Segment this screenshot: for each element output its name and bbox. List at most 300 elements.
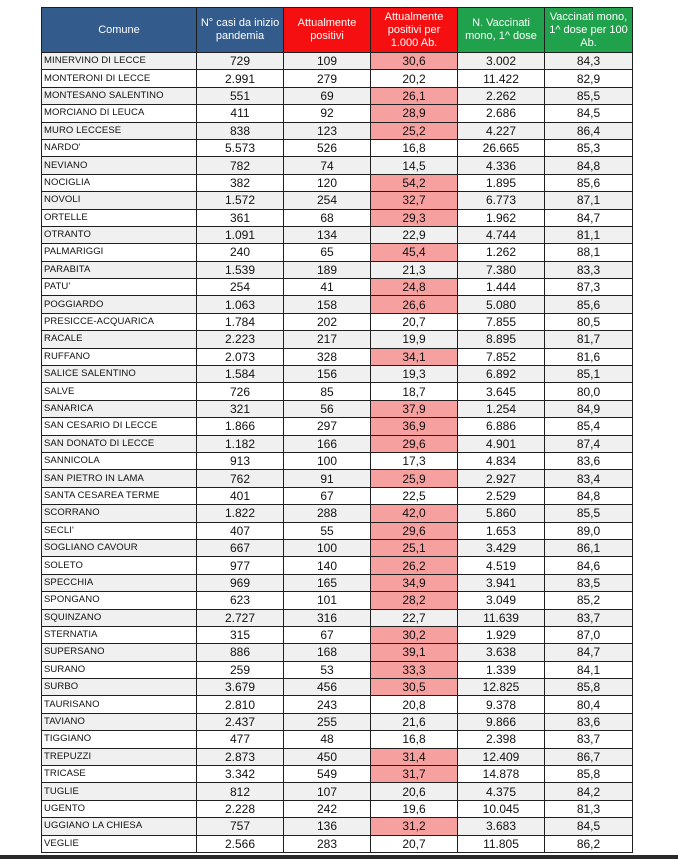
table-row [42,139,633,156]
comune-cell: SUPERSANO [42,644,197,661]
vaccinated-per-100-cell: 85,6 [545,174,633,191]
total-cases-cell: 3.679 [197,679,284,696]
current-positives-cell: 279 [284,70,371,87]
vaccinated-per-100-cell: 84,7 [545,644,633,661]
vaccinated-per-100-cell: 85,8 [545,766,633,783]
vaccinated-per-100-cell: 83,4 [545,470,633,487]
total-cases-cell: 551 [197,87,284,104]
comune-cell: NEVIANO [42,157,197,174]
table-row [42,400,633,417]
current-positives-cell: 168 [284,644,371,661]
total-cases-cell: 969 [197,574,284,591]
vaccinated-count-cell: 7.855 [458,313,545,330]
table-row [42,835,633,852]
comune-cell: SPONGANO [42,592,197,609]
positives-per-1000-cell: 21,3 [371,261,458,278]
vaccinated-per-100-cell: 87,1 [545,192,633,209]
current-positives-cell: 67 [284,487,371,504]
positives-per-1000-cell: 25,2 [371,122,458,139]
vaccinated-count-cell: 3.049 [458,592,545,609]
comune-cell: ORTELLE [42,209,197,226]
vaccinated-count-cell: 1.895 [458,174,545,191]
table-row [42,157,633,174]
current-positives-cell: 140 [284,557,371,574]
current-positives-cell: 74 [284,157,371,174]
vaccinated-count-cell: 3.941 [458,574,545,591]
vaccinated-count-cell: 6.892 [458,366,545,383]
positives-per-1000-cell: 24,8 [371,279,458,296]
vaccinated-count-cell: 12.825 [458,679,545,696]
vaccinated-per-100-cell: 87,3 [545,279,633,296]
comune-cell: SANTA CESAREA TERME [42,487,197,504]
table-row [42,731,633,748]
vaccinated-count-cell: 11.639 [458,609,545,626]
total-cases-cell: 477 [197,731,284,748]
comune-cell: SCORRANO [42,505,197,522]
vaccinated-per-100-cell: 80,0 [545,383,633,400]
total-cases-cell: 812 [197,783,284,800]
vaccinated-count-cell: 26.665 [458,139,545,156]
total-cases-cell: 1.822 [197,505,284,522]
vaccinated-count-cell: 1.929 [458,626,545,643]
positives-per-1000-cell: 25,1 [371,539,458,556]
comune-cell: SAN DONATO DI LECCE [42,435,197,452]
vaccinated-per-100-cell: 81,3 [545,800,633,817]
current-positives-cell: 69 [284,87,371,104]
vaccinated-per-100-cell: 85,4 [545,418,633,435]
positives-per-1000-cell: 18,7 [371,383,458,400]
vaccinated-count-cell: 9.378 [458,696,545,713]
positives-per-1000-cell: 29,3 [371,209,458,226]
vaccinated-per-100-cell: 85,2 [545,592,633,609]
vaccinated-per-100-cell: 83,5 [545,574,633,591]
positives-per-1000-cell: 21,6 [371,713,458,730]
positives-per-1000-cell: 20,8 [371,696,458,713]
total-cases-cell: 1.063 [197,296,284,313]
total-cases-cell: 726 [197,383,284,400]
vaccinated-per-100-cell: 85,1 [545,366,633,383]
table-row [42,348,633,365]
comune-cell: MONTERONI DI LECCE [42,70,197,87]
comune-cell: NARDO' [42,139,197,156]
positives-per-1000-cell: 22,7 [371,609,458,626]
total-cases-cell: 886 [197,644,284,661]
vaccinated-count-cell: 2.529 [458,487,545,504]
vaccinated-count-cell: 6.773 [458,192,545,209]
positives-per-1000-cell: 20,2 [371,70,458,87]
vaccinated-count-cell: 3.683 [458,818,545,835]
vaccinated-per-100-cell: 80,5 [545,313,633,330]
table-row [42,244,633,261]
total-cases-cell: 382 [197,174,284,191]
table-row [42,748,633,765]
table-row [42,122,633,139]
vaccinated-count-cell: 10.045 [458,800,545,817]
vaccinated-count-cell: 3.638 [458,644,545,661]
positives-per-1000-cell: 19,9 [371,331,458,348]
positives-per-1000-cell: 20,7 [371,835,458,852]
vaccinated-per-100-cell: 87,0 [545,626,633,643]
positives-per-1000-cell: 31,7 [371,766,458,783]
current-positives-cell: 165 [284,574,371,591]
table-row [42,313,633,330]
table-row [42,296,633,313]
current-positives-cell: 67 [284,626,371,643]
table-row [42,53,633,70]
table-body [42,53,633,853]
vaccinated-count-cell: 4.336 [458,157,545,174]
comune-cell: SAN PIETRO IN LAMA [42,470,197,487]
vaccinated-count-cell: 14.878 [458,766,545,783]
positives-per-1000-cell: 30,2 [371,626,458,643]
vaccinated-count-cell: 3.645 [458,383,545,400]
positives-per-1000-cell: 32,7 [371,192,458,209]
total-cases-cell: 1.866 [197,418,284,435]
header-positives-per-1000: Attualmente positivi per 1.000 Ab. [371,8,458,53]
total-cases-cell: 667 [197,539,284,556]
total-cases-cell: 1.584 [197,366,284,383]
total-cases-cell: 361 [197,209,284,226]
vaccinated-count-cell: 5.860 [458,505,545,522]
current-positives-cell: 48 [284,731,371,748]
current-positives-cell: 549 [284,766,371,783]
total-cases-cell: 2.223 [197,331,284,348]
current-positives-cell: 101 [284,592,371,609]
header-vaccinated-per-100: Vaccinati mono, 1^ dose per 100 Ab. [545,8,633,53]
positives-per-1000-cell: 30,6 [371,53,458,70]
vaccinated-per-100-cell: 84,1 [545,661,633,678]
vaccinated-per-100-cell: 88,1 [545,244,633,261]
comune-cell: SURANO [42,661,197,678]
comune-cell: SOLETO [42,557,197,574]
table-row [42,192,633,209]
table-row [42,783,633,800]
comune-cell: TAURISANO [42,696,197,713]
vaccinated-per-100-cell: 89,0 [545,522,633,539]
positives-per-1000-cell: 45,4 [371,244,458,261]
current-positives-cell: 254 [284,192,371,209]
vaccinated-count-cell: 4.834 [458,452,545,469]
table-row [42,661,633,678]
current-positives-cell: 41 [284,279,371,296]
comune-cell: PRESICCE-ACQUARICA [42,313,197,330]
total-cases-cell: 1.182 [197,435,284,452]
positives-per-1000-cell: 26,1 [371,87,458,104]
header-comune: Comune [42,8,197,53]
current-positives-cell: 123 [284,122,371,139]
vaccinated-count-cell: 7.852 [458,348,545,365]
positives-per-1000-cell: 22,5 [371,487,458,504]
vaccinated-per-100-cell: 81,7 [545,331,633,348]
comune-cell: SPECCHIA [42,574,197,591]
total-cases-cell: 2.228 [197,800,284,817]
total-cases-cell: 1.539 [197,261,284,278]
table-row [42,696,633,713]
positives-per-1000-cell: 29,6 [371,522,458,539]
vaccinated-per-100-cell: 83,7 [545,731,633,748]
total-cases-cell: 5.573 [197,139,284,156]
positives-per-1000-cell: 28,2 [371,592,458,609]
total-cases-cell: 2.566 [197,835,284,852]
current-positives-cell: 450 [284,748,371,765]
comune-cell: SANARICA [42,400,197,417]
current-positives-cell: 316 [284,609,371,626]
table-row [42,279,633,296]
positives-per-1000-cell: 34,9 [371,574,458,591]
vaccinated-per-100-cell: 84,8 [545,157,633,174]
vaccinated-per-100-cell: 87,4 [545,435,633,452]
current-positives-cell: 166 [284,435,371,452]
positives-per-1000-cell: 39,1 [371,644,458,661]
table-row [42,522,633,539]
table-row [42,557,633,574]
total-cases-cell: 729 [197,53,284,70]
comune-cell: POGGIARDO [42,296,197,313]
current-positives-cell: 56 [284,400,371,417]
table-row [42,800,633,817]
table-row [42,818,633,835]
vaccinated-per-100-cell: 81,1 [545,226,633,243]
positives-per-1000-cell: 37,9 [371,400,458,417]
total-cases-cell: 623 [197,592,284,609]
total-cases-cell: 2.437 [197,713,284,730]
vaccinated-count-cell: 1.339 [458,661,545,678]
total-cases-cell: 240 [197,244,284,261]
total-cases-cell: 259 [197,661,284,678]
vaccinated-per-100-cell: 84,5 [545,105,633,122]
table-row [42,226,633,243]
positives-per-1000-cell: 19,3 [371,366,458,383]
current-positives-cell: 526 [284,139,371,156]
table-row [42,626,633,643]
current-positives-cell: 288 [284,505,371,522]
total-cases-cell: 977 [197,557,284,574]
total-cases-cell: 2.073 [197,348,284,365]
table-row [42,679,633,696]
total-cases-cell: 1.572 [197,192,284,209]
table-row [42,366,633,383]
vaccinated-per-100-cell: 84,6 [545,557,633,574]
positives-per-1000-cell: 28,9 [371,105,458,122]
positives-per-1000-cell: 19,6 [371,800,458,817]
vaccinated-per-100-cell: 83,6 [545,452,633,469]
table-row [42,644,633,661]
vaccinated-count-cell: 12.409 [458,748,545,765]
comune-cell: SAN CESARIO DI LECCE [42,418,197,435]
current-positives-cell: 100 [284,452,371,469]
current-positives-cell: 217 [284,331,371,348]
current-positives-cell: 243 [284,696,371,713]
vaccinated-per-100-cell: 85,6 [545,296,633,313]
vaccinated-per-100-cell: 85,8 [545,679,633,696]
header-row [42,8,633,53]
current-positives-cell: 109 [284,53,371,70]
table-row [42,418,633,435]
comune-cell: NOVOLI [42,192,197,209]
vaccinated-count-cell: 6.886 [458,418,545,435]
positives-per-1000-cell: 26,2 [371,557,458,574]
comune-cell: VEGLIE [42,835,197,852]
total-cases-cell: 321 [197,400,284,417]
table-row [42,383,633,400]
current-positives-cell: 255 [284,713,371,730]
positives-per-1000-cell: 31,2 [371,818,458,835]
comune-cell: UGGIANO LA CHIESA [42,818,197,835]
vaccinated-count-cell: 2.262 [458,87,545,104]
comune-cell: TIGGIANO [42,731,197,748]
total-cases-cell: 2.873 [197,748,284,765]
comune-cell: MURO LECCESE [42,122,197,139]
positives-per-1000-cell: 22,9 [371,226,458,243]
vaccinated-per-100-cell: 86,4 [545,122,633,139]
vaccinated-per-100-cell: 83,7 [545,609,633,626]
total-cases-cell: 2.991 [197,70,284,87]
positives-per-1000-cell: 20,7 [371,313,458,330]
vaccinated-count-cell: 8.895 [458,331,545,348]
total-cases-cell: 838 [197,122,284,139]
positives-per-1000-cell: 42,0 [371,505,458,522]
table-row [42,331,633,348]
vaccinated-per-100-cell: 83,6 [545,713,633,730]
comune-cell: PARABITA [42,261,197,278]
vaccinated-per-100-cell: 85,5 [545,87,633,104]
vaccinated-per-100-cell: 86,2 [545,835,633,852]
positives-per-1000-cell: 20,6 [371,783,458,800]
current-positives-cell: 297 [284,418,371,435]
total-cases-cell: 315 [197,626,284,643]
vaccinated-count-cell: 4.375 [458,783,545,800]
vaccinated-count-cell: 4.901 [458,435,545,452]
current-positives-cell: 85 [284,383,371,400]
bottom-divider-bar [0,855,678,859]
total-cases-cell: 254 [197,279,284,296]
table-row [42,470,633,487]
current-positives-cell: 328 [284,348,371,365]
vaccinated-count-cell: 5.080 [458,296,545,313]
total-cases-cell: 2.810 [197,696,284,713]
vaccinated-count-cell: 1.962 [458,209,545,226]
vaccinated-count-cell: 3.002 [458,53,545,70]
comune-cell: MORCIANO DI LEUCA [42,105,197,122]
table-row [42,70,633,87]
current-positives-cell: 283 [284,835,371,852]
current-positives-cell: 100 [284,539,371,556]
municipality-table [41,7,633,853]
positives-per-1000-cell: 16,8 [371,731,458,748]
comune-cell: SURBO [42,679,197,696]
total-cases-cell: 2.727 [197,609,284,626]
vaccinated-per-100-cell: 84,3 [545,53,633,70]
current-positives-cell: 65 [284,244,371,261]
vaccinated-count-cell: 4.519 [458,557,545,574]
current-positives-cell: 242 [284,800,371,817]
positives-per-1000-cell: 30,5 [371,679,458,696]
header-current-positives: Attualmente positivi [284,8,371,53]
comune-cell: STERNATIA [42,626,197,643]
vaccinated-count-cell: 9.866 [458,713,545,730]
comune-cell: SALICE SALENTINO [42,366,197,383]
total-cases-cell: 411 [197,105,284,122]
total-cases-cell: 3.342 [197,766,284,783]
positives-per-1000-cell: 36,9 [371,418,458,435]
comune-cell: NOCIGLIA [42,174,197,191]
comune-cell: SOGLIANO CAVOUR [42,539,197,556]
vaccinated-count-cell: 2.686 [458,105,545,122]
positives-per-1000-cell: 14,5 [371,157,458,174]
vaccinated-count-cell: 11.422 [458,70,545,87]
positives-per-1000-cell: 16,8 [371,139,458,156]
comune-cell: RACALE [42,331,197,348]
vaccinated-per-100-cell: 85,5 [545,505,633,522]
table-row [42,592,633,609]
table-row [42,105,633,122]
positives-per-1000-cell: 33,3 [371,661,458,678]
comune-cell: TREPUZZI [42,748,197,765]
comune-cell: SALVE [42,383,197,400]
current-positives-cell: 456 [284,679,371,696]
vaccinated-count-cell: 1.444 [458,279,545,296]
vaccinated-count-cell: 11.805 [458,835,545,852]
vaccinated-per-100-cell: 86,1 [545,539,633,556]
total-cases-cell: 1.784 [197,313,284,330]
total-cases-cell: 762 [197,470,284,487]
table-row [42,452,633,469]
total-cases-cell: 782 [197,157,284,174]
comune-cell: TAVIANO [42,713,197,730]
positives-per-1000-cell: 34,1 [371,348,458,365]
table-row [42,713,633,730]
total-cases-cell: 913 [197,452,284,469]
comune-cell: MONTESANO SALENTINO [42,87,197,104]
comune-cell: UGENTO [42,800,197,817]
vaccinated-per-100-cell: 81,6 [545,348,633,365]
positives-per-1000-cell: 54,2 [371,174,458,191]
vaccinated-count-cell: 1.254 [458,400,545,417]
header-vaccinated-count: N. Vaccinati mono, 1^ dose [458,8,545,53]
vaccinated-count-cell: 3.429 [458,539,545,556]
vaccinated-count-cell: 2.398 [458,731,545,748]
current-positives-cell: 107 [284,783,371,800]
positives-per-1000-cell: 29,6 [371,435,458,452]
current-positives-cell: 189 [284,261,371,278]
table-row [42,87,633,104]
vaccinated-per-100-cell: 86,7 [545,748,633,765]
total-cases-cell: 401 [197,487,284,504]
vaccinated-count-cell: 1.262 [458,244,545,261]
covid-data-sheet [41,7,633,853]
table-row [42,539,633,556]
table-row [42,505,633,522]
total-cases-cell: 407 [197,522,284,539]
current-positives-cell: 156 [284,366,371,383]
table-row [42,574,633,591]
table-row [42,435,633,452]
current-positives-cell: 91 [284,470,371,487]
table-row [42,609,633,626]
vaccinated-count-cell: 4.227 [458,122,545,139]
vaccinated-per-100-cell: 84,7 [545,209,633,226]
vaccinated-per-100-cell: 84,2 [545,783,633,800]
vaccinated-per-100-cell: 84,8 [545,487,633,504]
vaccinated-per-100-cell: 82,9 [545,70,633,87]
comune-cell: SQUINZANO [42,609,197,626]
vaccinated-count-cell: 4.744 [458,226,545,243]
table-row [42,487,633,504]
positives-per-1000-cell: 26,6 [371,296,458,313]
vaccinated-per-100-cell: 84,9 [545,400,633,417]
comune-cell: TRICASE [42,766,197,783]
comune-cell: RUFFANO [42,348,197,365]
